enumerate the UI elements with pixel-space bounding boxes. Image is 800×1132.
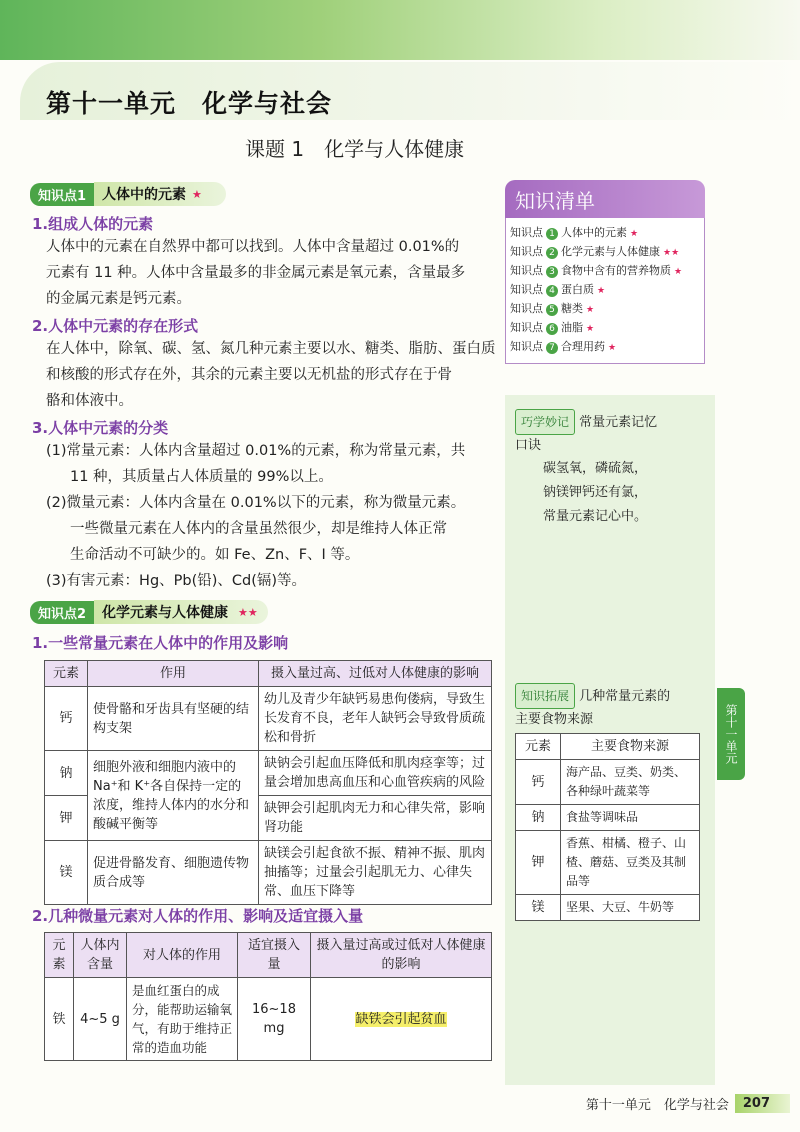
knowledge-list (505, 218, 705, 364)
panel-title: 知识清单 (505, 180, 705, 218)
table-cell: 钠 (45, 751, 88, 796)
item-text: 糖类 (561, 302, 583, 315)
knowledge-list-item (510, 300, 700, 319)
table-cell (311, 978, 492, 1061)
kp-tag: 知识点1 (30, 183, 94, 206)
highlighted-text: 缺铁会引起贫血 (355, 1011, 447, 1027)
extension-text: 主要食物来源 (515, 712, 594, 727)
table-row (45, 751, 492, 796)
kp-name: 化学元素与人体健康 (94, 600, 268, 624)
memo-text: 口诀 (515, 438, 542, 453)
food-sources-table (515, 733, 700, 921)
table-cell: 海产品、豆类、奶类、各种绿叶蔬菜等 (561, 760, 700, 805)
table-row (516, 895, 700, 921)
knowledge-list-item (510, 319, 700, 338)
text-line: 人体中的元素在自然界中都可以找到。人体中含量超过 0.01%的 (46, 239, 460, 255)
section-heading: 2.人体中元素的存在形式 (32, 317, 199, 335)
table-header: 适宜摄入量 (238, 933, 311, 978)
table-header: 主要食物来源 (561, 734, 700, 760)
text-line: (3)有害元素：Hg、Pb(铅)、Cd(镉)等。 (46, 573, 307, 589)
paragraph (46, 438, 465, 594)
knowledge-list-item (510, 243, 700, 262)
table-row (45, 841, 492, 905)
item-tag: 知识点 (510, 226, 543, 239)
text-line: 骼和体液中。 (46, 393, 133, 409)
table-header: 摄入量过高、过低对人体健康的影响 (259, 661, 492, 687)
table-cell: 促进骨骼发育、细胞遗传物质合成等 (88, 841, 259, 905)
table-cell: 细胞外液和细胞内液中的 Na⁺和 K⁺各自保持一定的浓度，维持人体内的水分和酸碱平衡等 (88, 751, 259, 841)
item-tag: 知识点 (510, 264, 543, 277)
section-heading: 1.一些常量元素在人体中的作用及影响 (32, 634, 289, 652)
text-line: 11 种，其质量占人体质量的 99%以上。 (70, 469, 333, 485)
number-badge: 1 (546, 228, 558, 240)
table-cell: 幼儿及青少年缺钙易患佝偻病，导致生长发育不良，老年人缺钙会导致骨质疏松和骨折 (259, 687, 492, 751)
difficulty-stars: ★ (608, 343, 617, 353)
item-text: 油脂 (561, 321, 583, 334)
memo-label: 巧学妙记 (515, 409, 575, 435)
item-text: 合理用药 (561, 340, 605, 353)
number-badge: 7 (546, 342, 558, 354)
difficulty-stars: ★★ (238, 605, 258, 619)
item-tag: 知识点 (510, 283, 543, 296)
number-badge: 6 (546, 323, 558, 335)
text-line: (1)常量元素：人体内含量超过 0.01%的元素，称为常量元素，共 (46, 443, 466, 459)
macro-elements-table (44, 660, 492, 905)
table-cell: 镁 (45, 841, 88, 905)
difficulty-stars: ★ (586, 324, 595, 334)
text-line: (2)微量元素：人体内含量在 0.01%以下的元素，称为微量元素。 (46, 495, 466, 511)
memo-poem (515, 457, 705, 529)
footer-text: 第十一单元 化学与社会 (585, 1097, 729, 1113)
item-text: 化学元素与人体健康 (561, 245, 660, 258)
number-badge: 2 (546, 247, 558, 259)
text-line: 一些微量元素在人体内的含量虽然很少，却是维持人体正常 (70, 521, 447, 537)
table-cell: 钾 (516, 831, 561, 895)
item-text: 人体中的元素 (561, 226, 627, 239)
page-number: 207 (735, 1094, 790, 1113)
table-header: 元素 (45, 661, 88, 687)
number-badge: 5 (546, 304, 558, 316)
kp-name: 人体中的元素 (94, 182, 226, 206)
page-footer (520, 1092, 790, 1114)
item-tag: 知识点 (510, 340, 543, 353)
table-cell: 使骨骼和牙齿具有坚硬的结构支架 (88, 687, 259, 751)
item-tag: 知识点 (510, 321, 543, 334)
knowledge-list-item (510, 338, 700, 357)
paragraph (46, 234, 465, 312)
table-cell: 铁 (45, 978, 74, 1061)
table-cell: 钾 (45, 796, 88, 841)
difficulty-stars: ★ (192, 187, 202, 201)
table-cell: 钙 (516, 760, 561, 805)
section-heading: 3.人体中元素的分类 (32, 419, 169, 437)
table-cell: 钠 (516, 805, 561, 831)
table-header: 人体内含量 (74, 933, 127, 978)
table-cell: 镁 (516, 895, 561, 921)
table-cell: 香蕉、柑橘、橙子、山楂、蘑菇、豆类及其制品等 (561, 831, 700, 895)
table-cell: 缺钠会引起血压降低和肌肉痉挛等；过量会增加患高血压和心血管疾病的风险 (259, 751, 492, 796)
table-header: 元素 (45, 933, 74, 978)
extension-label: 知识拓展 (515, 683, 575, 709)
table-cell: 坚果、大豆、牛奶等 (561, 895, 700, 921)
difficulty-stars: ★ (630, 229, 639, 239)
table-row (45, 687, 492, 751)
text-line: 和核酸的形式存在外，其余的元素主要以无机盐的形式存在于骨 (46, 367, 452, 383)
knowledge-list-item (510, 281, 700, 300)
section-heading: 2.几种微量元素对人体的作用、影响及适宜摄入量 (32, 907, 364, 925)
table-cell: 缺镁会引起食欲不振、精神不振、肌肉抽搐等；过量会引起肌无力、心律失常、血压下降等 (259, 841, 492, 905)
poem-line: 钠镁钾钙还有氯， (543, 485, 648, 500)
table-cell: 缺钾会引起肌肉无力和心律失常，影响肾功能 (259, 796, 492, 841)
unit-title: 第十一单元 化学与社会 (46, 89, 333, 118)
table-cell: 是血红蛋白的成分，能帮助运输氧气，有助于维持正常的造血功能 (127, 978, 238, 1061)
text-line: 在人体中，除氧、碳、氢、氮几种元素主要以水、糖类、脂肪、蛋白质 (46, 341, 496, 357)
knowledge-point-2-header (30, 601, 258, 623)
poem-line: 碳氢氧，磷硫氮， (543, 461, 648, 476)
table-header: 摄入量过高或过低对人体健康的影响 (311, 933, 492, 978)
kp-tag: 知识点2 (30, 601, 94, 624)
text-line: 元素有 11 种。人体中含量最多的非金属元素是氧元素，含量最多 (46, 265, 466, 281)
table-cell: 钙 (45, 687, 88, 751)
knowledge-list-panel (505, 180, 705, 380)
poem-line: 常量元素记心中。 (543, 509, 648, 524)
difficulty-stars: ★★ (663, 248, 680, 258)
unit-side-tab: 第十一单元 (717, 688, 745, 780)
number-badge: 4 (546, 285, 558, 297)
memo-block (515, 409, 705, 529)
text-line: 生命活动不可缺少的。如 Fe、Zn、F、I 等。 (70, 547, 360, 563)
item-text: 食物中含有的营养物质 (561, 264, 671, 277)
knowledge-point-1-header (30, 183, 202, 205)
paragraph (46, 336, 496, 414)
knowledge-list-item (510, 224, 700, 243)
table-row (516, 760, 700, 805)
extension-block (515, 683, 710, 731)
trace-elements-table (44, 932, 492, 1061)
table-row (516, 805, 700, 831)
table-header: 对人体的作用 (127, 933, 238, 978)
item-tag: 知识点 (510, 302, 543, 315)
item-text: 蛋白质 (561, 283, 594, 296)
difficulty-stars: ★ (597, 286, 606, 296)
table-cell: 食盐等调味品 (561, 805, 700, 831)
top-banner (0, 0, 800, 60)
extension-text: 几种常量元素的 (579, 689, 671, 704)
memo-text: 常量元素记忆 (579, 415, 658, 430)
knowledge-list-item (510, 262, 700, 281)
lesson-title: 课题 1 化学与人体健康 (245, 137, 465, 161)
table-cell: 16~18 mg (238, 978, 311, 1061)
table-row (45, 978, 492, 1061)
difficulty-stars: ★ (586, 305, 595, 315)
table-row (516, 831, 700, 895)
section-heading: 1.组成人体的元素 (32, 215, 154, 233)
table-cell: 4~5 g (74, 978, 127, 1061)
table-header: 作用 (88, 661, 259, 687)
text-line: 的金属元素是钙元素。 (46, 291, 191, 307)
table-header: 元素 (516, 734, 561, 760)
difficulty-stars: ★ (674, 267, 683, 277)
item-tag: 知识点 (510, 245, 543, 258)
number-badge: 3 (546, 266, 558, 278)
